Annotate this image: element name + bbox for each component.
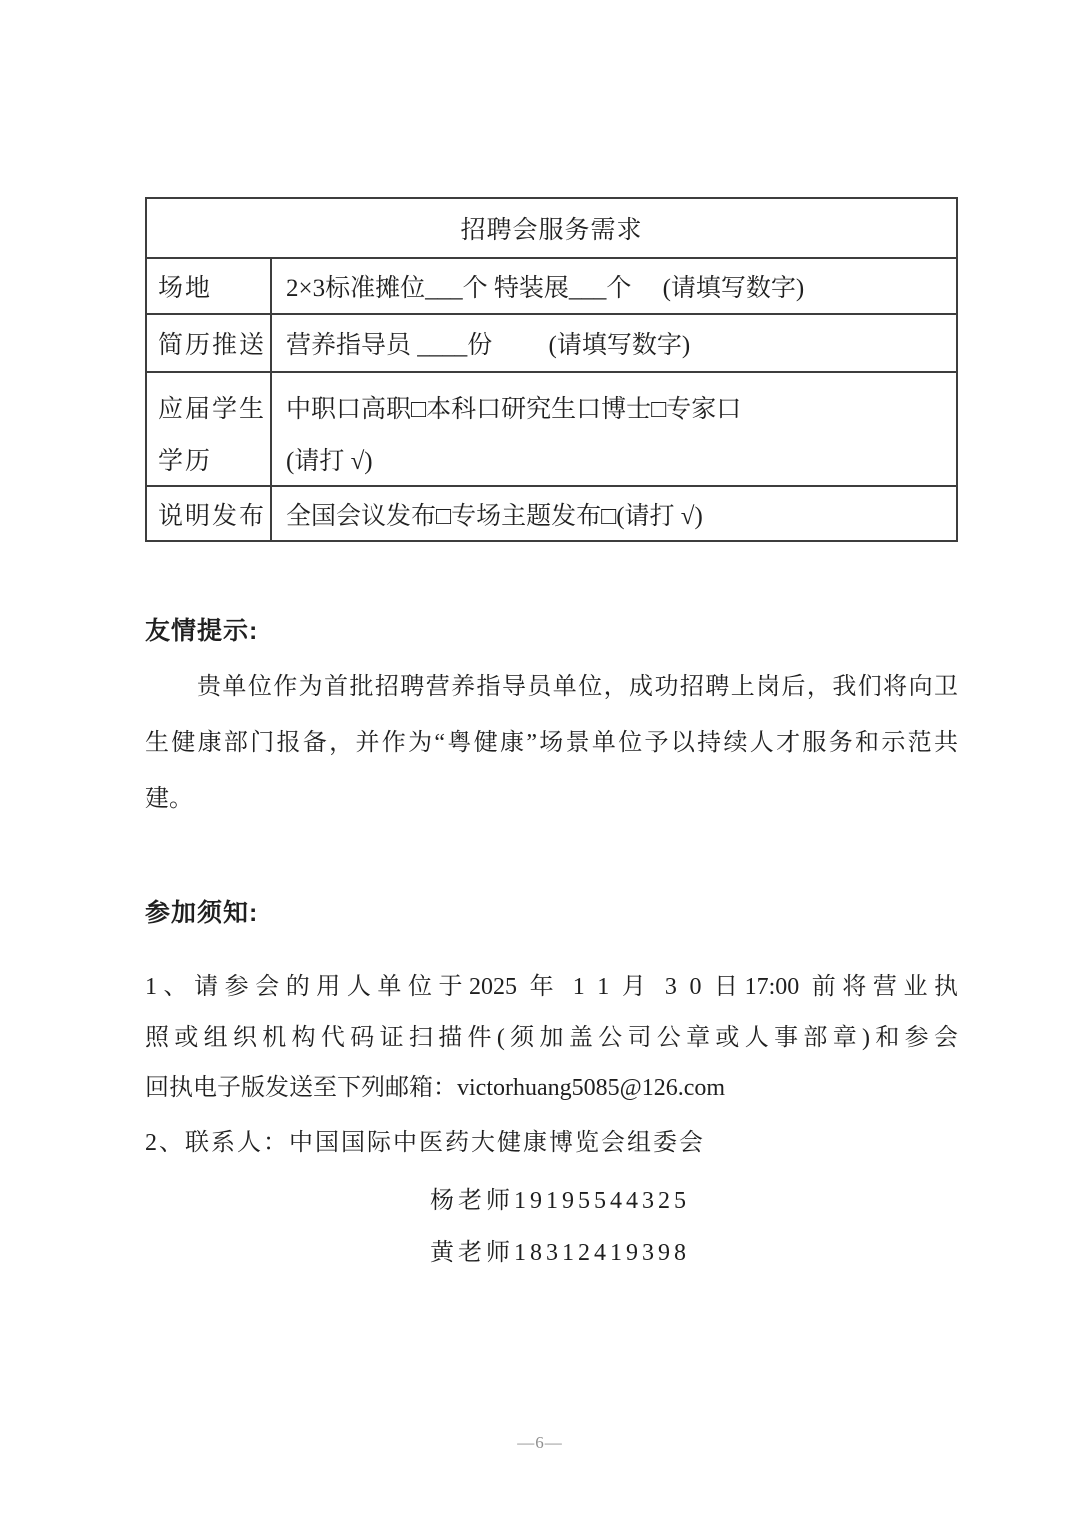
participation-notice-heading: 参加须知: — [145, 899, 259, 927]
friendly-reminder-line2: 生健康部门报备，并作为“粤健康”场景单位予以持续人才服务和示范共 — [145, 730, 958, 756]
notice-item1-line1: 1、请参会的用人单位于2025 年 1 1 月 3 0 日17:00 前将营业执 — [145, 974, 958, 1000]
venue-row-content: 2×3标准摊位___个 特装展___个 (请填写数字) — [272, 257, 956, 313]
education-label-line2: 学历 — [158, 448, 213, 475]
friendly-reminder-heading: 友情提示: — [145, 617, 259, 645]
education-checkbox-options: 中职口高职□本科口研究生口博士□专家口 — [286, 396, 742, 423]
venue-row-label: 场地 — [147, 257, 272, 313]
education-label-line1: 应届学生 — [158, 396, 267, 423]
friendly-reminder-line3: 建。 — [145, 786, 193, 812]
announcement-row-label: 说明发布 — [147, 485, 272, 540]
education-row-label — [147, 371, 272, 485]
notice-item1-line2: 照或组织机构代码证扫描件(须加盖公司公章或人事部章)和参会 — [145, 1025, 958, 1051]
table-title: 招聘会服务需求 — [460, 217, 643, 244]
education-tick-hint: (请打 √) — [286, 448, 373, 475]
contact-phone-1: 杨老师19195544325 — [430, 1188, 690, 1214]
contact-phone-2: 黄老师18312419398 — [430, 1240, 690, 1266]
notice-item1-line3-email: 回执电子版发送至下列邮箱：victorhuang5085@126.com — [145, 1075, 726, 1101]
notice-item2-contact-org: 2、联系人：中国国际中医药大健康博览会组委会 — [145, 1130, 705, 1156]
announcement-row-content: 全国会议发布□专场主题发布□(请打 √) — [272, 485, 956, 540]
education-row-content — [272, 371, 956, 485]
service-requirements-table — [145, 197, 958, 542]
resume-push-row-content: 营养指导员 ____份 (请填写数字) — [272, 313, 956, 371]
resume-push-row-label: 简历推送 — [147, 313, 272, 371]
friendly-reminder-line1: 贵单位作为首批招聘营养指导员单位，成功招聘上岗后，我们将向卫 — [197, 674, 958, 700]
page-number: —6— — [517, 1433, 563, 1452]
